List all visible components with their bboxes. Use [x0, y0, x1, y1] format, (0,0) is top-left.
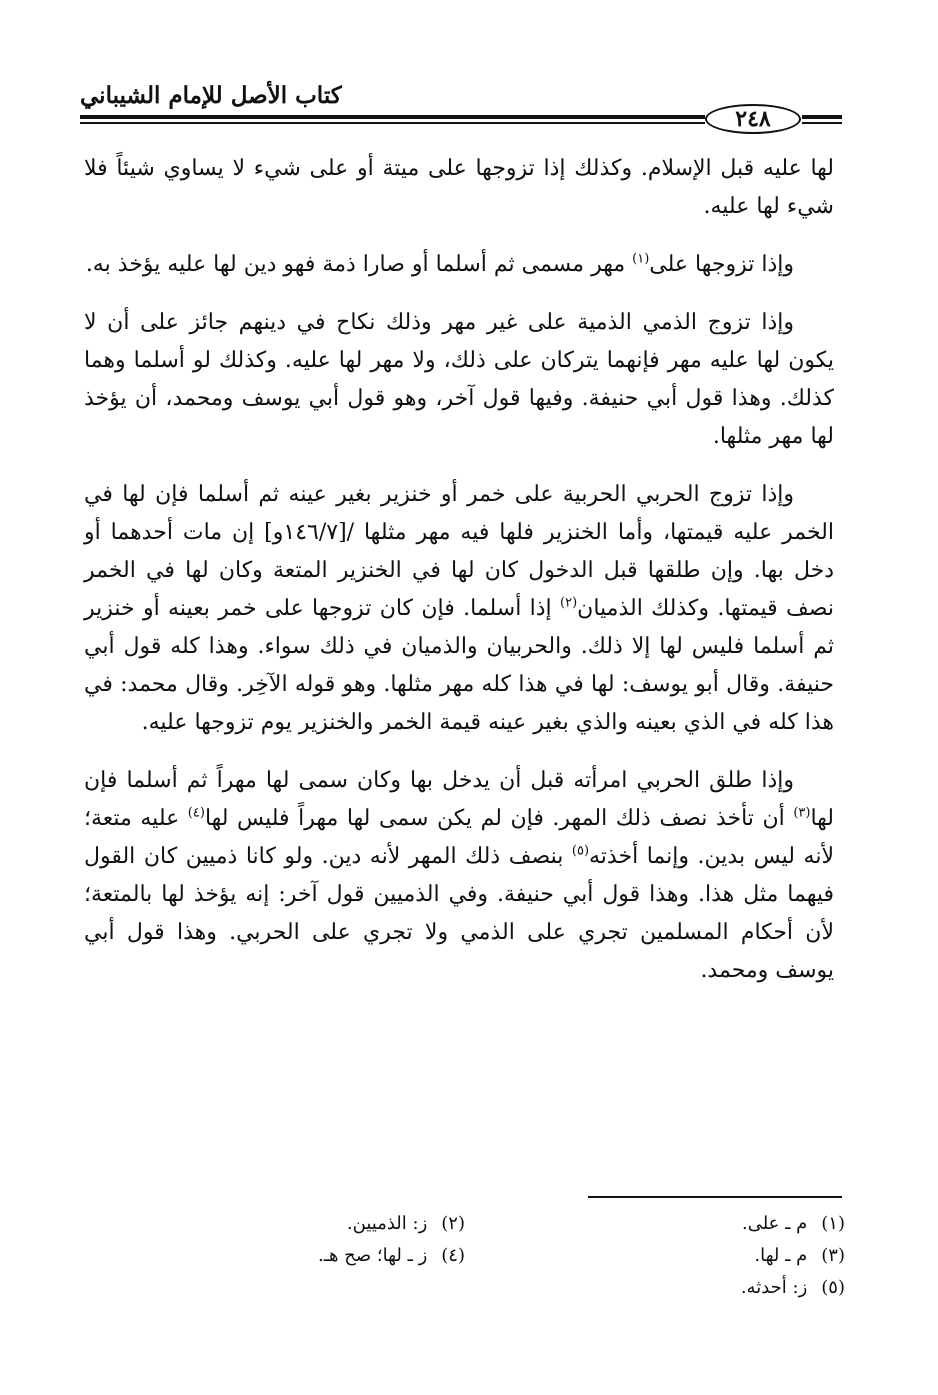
header-rule-thin [80, 122, 705, 124]
footnote-ref-1: (١) [632, 251, 650, 267]
footnotes-columns [200, 1208, 845, 1304]
paragraph-text: بنصف ذلك المهر لأنه دين. ولو كانا ذميين كان القول فيهما مثل هذا. وهذا قول أبي حنيفة. وفي الذميين قول آخر: إنه يؤخذ لها بالمتعة؛ لأن أحكام المسلمين تجري على الذمي ولا تجري على الحربي. وهذا قول أبي يوسف ومحمد. [84, 844, 834, 983]
paragraph-text: وإذا تزوجها على [649, 252, 794, 277]
paragraph-text: إذا أسلما. فإن كان تزوجها على خمر بعينه أو خنزير ثم أسلما فليس لها إلا ذلك. والحربيان والذميان في ذلك سواء. وهذا كله قول أبي حنيفة. وقال أبو يوسف: لها في هذا كله مهر مثلها. وهو قوله الآخِر. وقال محمد: في هذا كله في الذي بعينه والذي بغير عينه قيمة الخمر والخنزير يوم تزوجها عليه. [84, 596, 834, 735]
header-rule-right [802, 115, 842, 119]
footnote-text: ز: الذميين. [346, 1213, 428, 1234]
footnotes-column-right [465, 1208, 845, 1304]
footnote-text: م ـ على. [741, 1213, 808, 1234]
footnotes-column-left [200, 1208, 465, 1304]
footnote-3 [465, 1240, 845, 1272]
footnote-number: (٥) [821, 1277, 845, 1298]
footnote-5 [465, 1272, 845, 1304]
footnote-number: (٤) [441, 1245, 465, 1266]
book-title: كتاب الأصل للإمام الشيباني [80, 82, 342, 109]
paragraph-text: مهر مسمى ثم أسلما أو صارا ذمة فهو دين لها عليه يؤخذ به. [85, 252, 633, 277]
footnote-2 [200, 1208, 465, 1240]
page-number: ٢٤٨ [705, 104, 801, 134]
paragraph-4 [84, 476, 834, 742]
paragraph-2 [84, 246, 834, 284]
page-header [80, 60, 842, 140]
paragraph-text: أن تأخذ نصف ذلك المهر. فإن لم يكن سمى لها مهراً فليس لها [204, 806, 794, 831]
footnote-text: ز ـ لها؛ صح هـ. [318, 1245, 428, 1266]
footnote-4 [200, 1240, 465, 1272]
header-rule [80, 115, 705, 119]
main-text [84, 150, 834, 1010]
footnote-ref-5: (٥) [571, 843, 590, 859]
footnote-ref-3: (٣) [793, 805, 811, 821]
footnote-text: ز: أحدثه. [740, 1277, 808, 1298]
footnotes [200, 1208, 845, 1304]
paragraph-text: وإذا تزوج الحربي الحربية على خمر أو خنزير بغير عينه ثم أسلما فإن لها في الخمر عليه قيمتها، وأما الخنزير فلها فيه مهر مثلها /[١٤٦/٧و] إن مات أحدهما أو دخل بها. وإن طلقها قبل الدخول كان لها في الخنزير المتعة وكان لها في الخمر نصف قيمتها. وكذلك الذميان [84, 482, 835, 621]
paragraph-3: وإذا تزوج الذمي الذمية على غير مهر وذلك نكاح في دينهم جائز على أن لا يكون لها عليه مهر فإنهما يتركان على ذلك، ولا مهر لها عليه. وكذلك لو أسلما وهما كذلك. وهذا قول أبي حنيفة. وفيها قول آخر، وهو قول أبي يوسف ومحمد، أن يؤخذ لها مهر مثلها. [84, 310, 834, 449]
footnote-ref-2: (٢) [560, 595, 578, 611]
paragraph-1: لها عليه قبل الإسلام. وكذلك إذا تزوجها على ميتة أو على شيء لا يساوي شيئاً فلا شيء لها عليه. [84, 156, 835, 219]
footnote-number: (٣) [821, 1245, 845, 1266]
footnote-text: م ـ لها. [754, 1245, 808, 1266]
footnote-number: (٢) [441, 1213, 465, 1234]
footnote-1 [465, 1208, 845, 1240]
paragraph-text: عليه متعة؛ لأنه ليس بدين. وإنما أخذته [84, 806, 835, 869]
paragraph-text: وإذا طلق الحربي امرأته قبل أن يدخل بها وكان سمى لها مهراً ثم أسلما فإن لها [84, 768, 834, 831]
header-rule-right-thin [802, 122, 842, 124]
footnote-ref-4: (٤) [187, 805, 205, 821]
footnote-separator [588, 1196, 842, 1198]
paragraph-5 [84, 762, 834, 990]
footnote-number: (١) [821, 1213, 845, 1234]
